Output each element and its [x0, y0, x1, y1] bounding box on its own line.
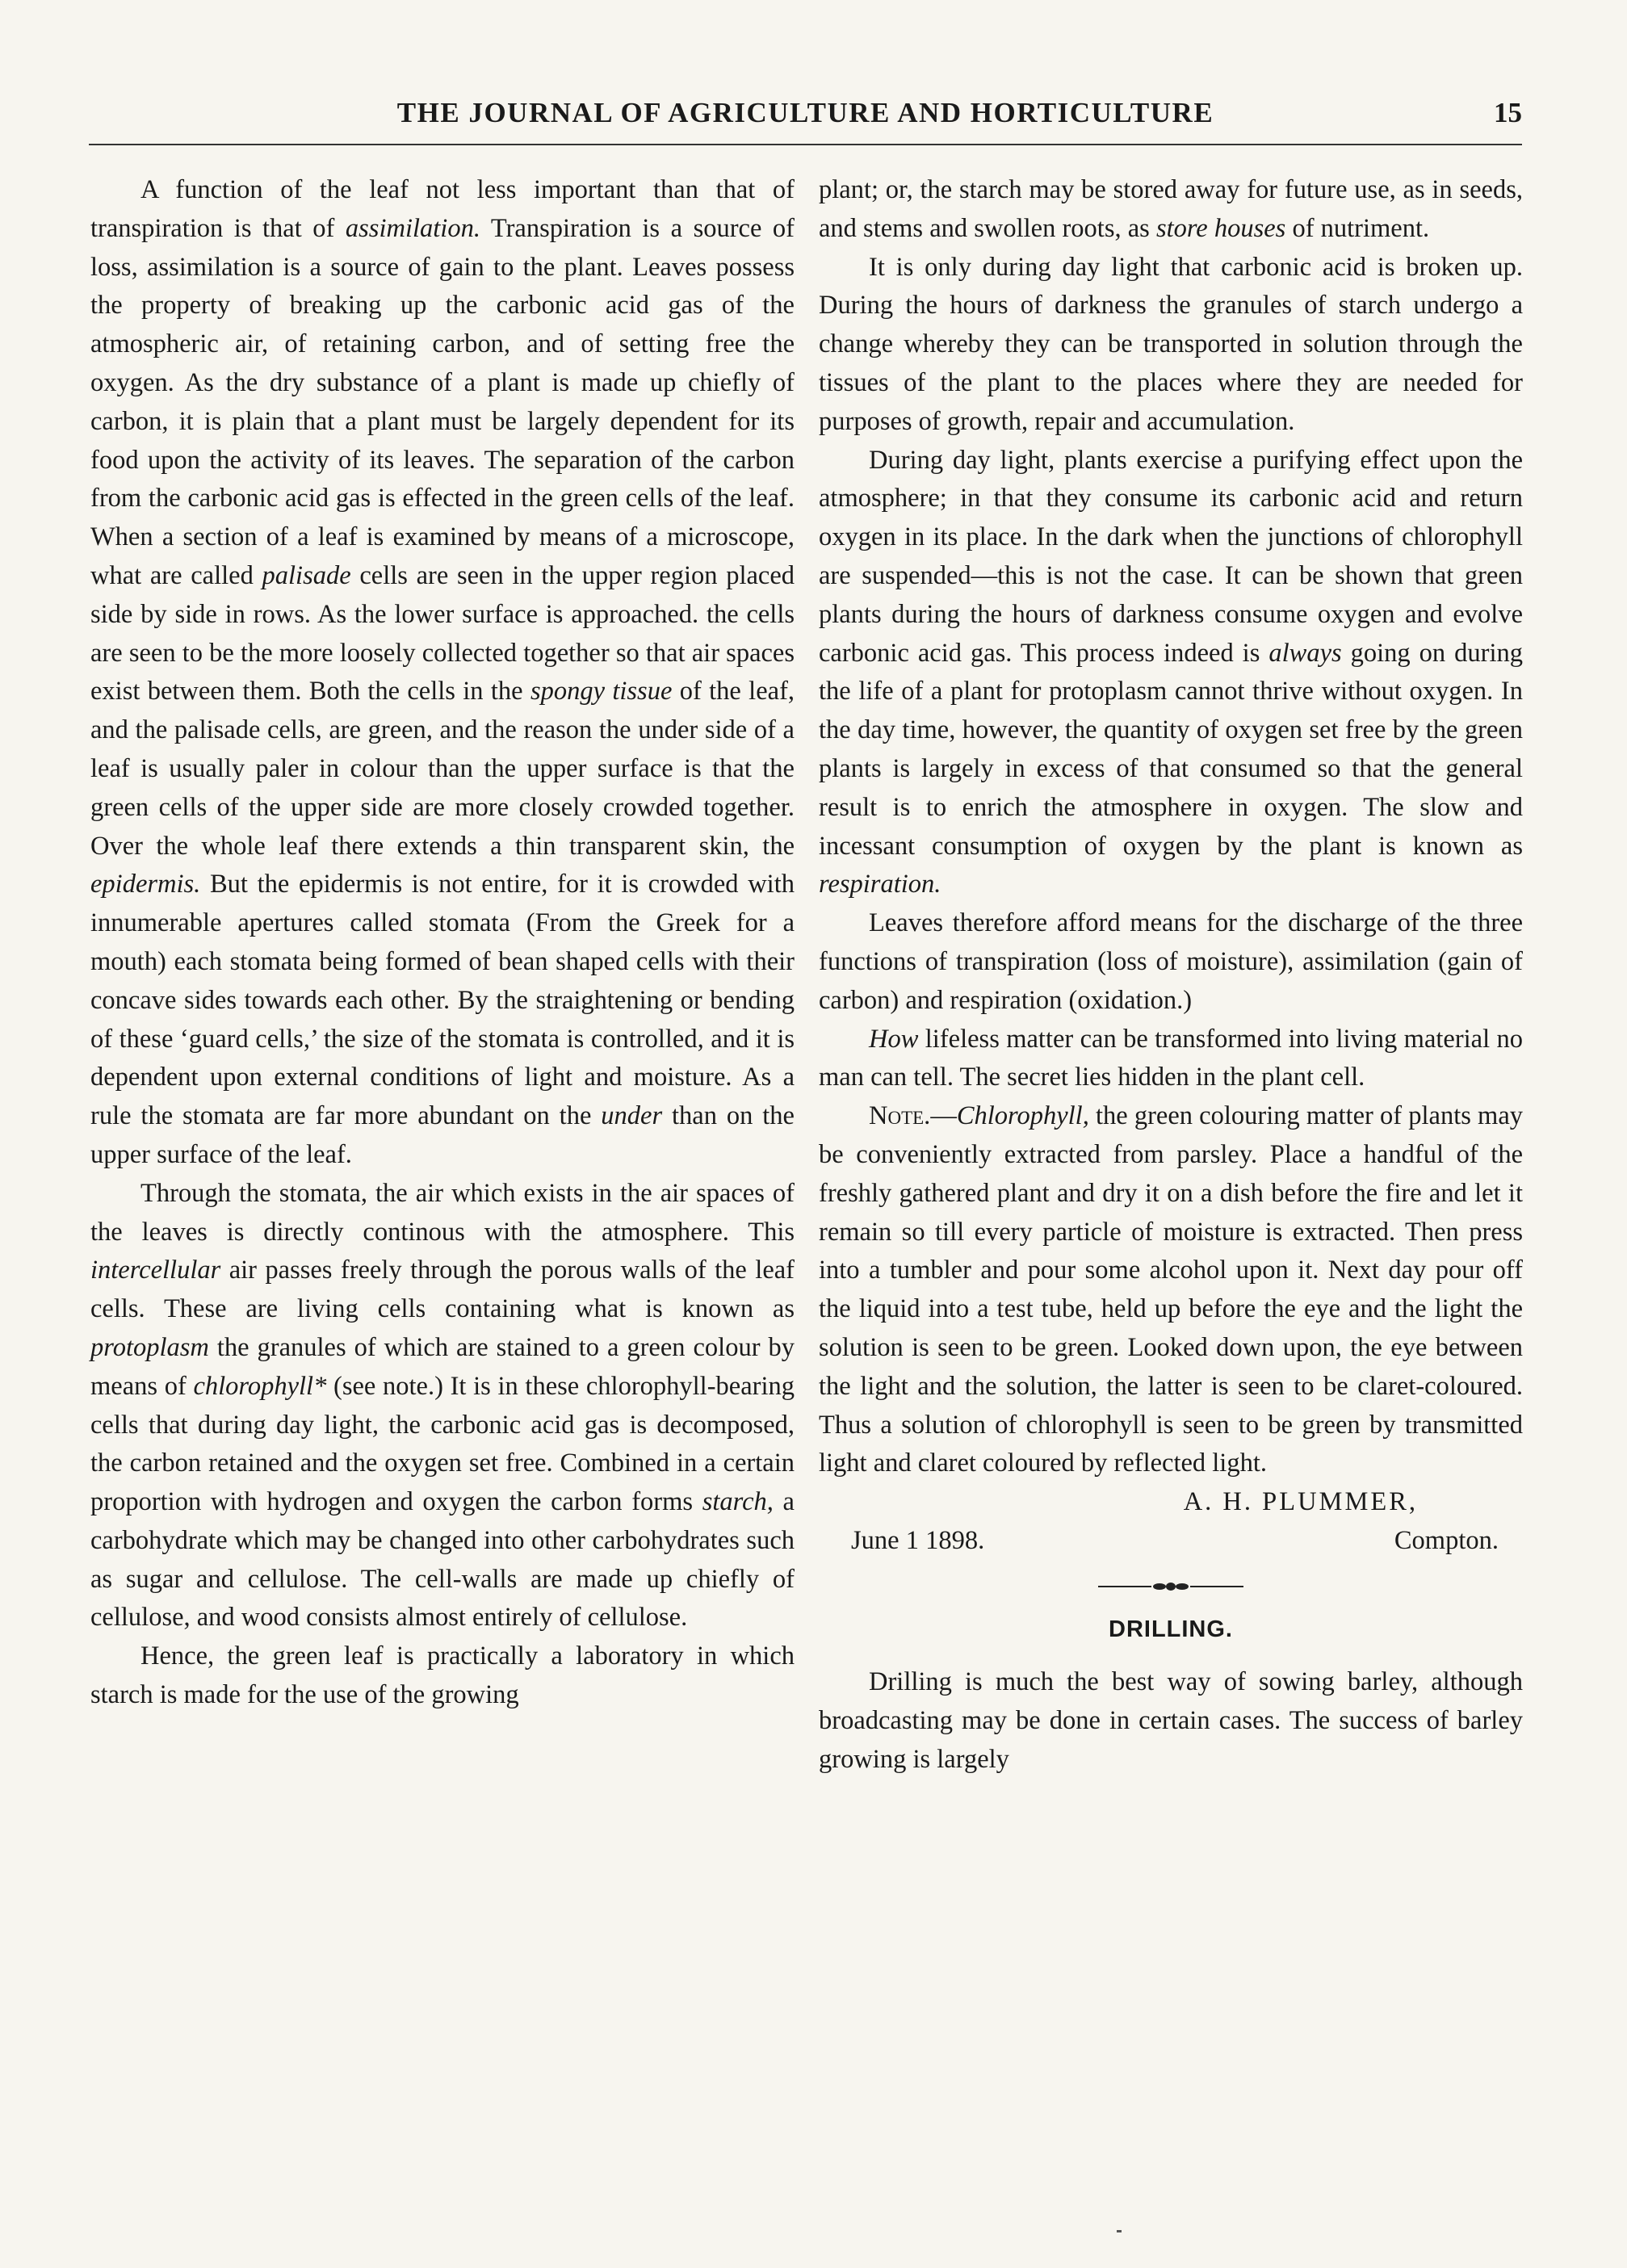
author-name: A. H. PLUMMER, — [1183, 1487, 1418, 1517]
italic-term: starch, — [702, 1487, 774, 1517]
signature-date: June 1 1898. — [851, 1525, 985, 1555]
header-rule — [89, 144, 1522, 145]
text-run: plant; or, the starch may be stored away for future use, as in seeds, and stems and swollen roots, as — [819, 175, 1523, 243]
signature-line — [819, 1522, 1523, 1561]
italic-term: palisade — [262, 560, 351, 590]
text-run: Through the stomata, the air which exists in the air spaces of the leaves is directly continous with the atmosphere. This — [90, 1178, 795, 1247]
text-run: A function of the leaf not less important than that of transpiration is that of — [90, 175, 795, 243]
italic-term: protoplasm — [90, 1332, 209, 1362]
text-run: of the leaf, and the palisade cells, are green, and the reason the under side of a leaf is usually paler in colour than the upper surface is that the green cells of the upper side are more closely crowded together. Over the whole leaf there extends a thin transparent skin, the — [90, 677, 795, 861]
section-divider-ornament — [819, 1582, 1523, 1591]
italic-term: assimilation. — [345, 213, 480, 243]
text-run: (see note.) It is in these chlorophyll-bearing cells that during day light, the carbonic acid gas is decomposed, the carbon retained and the oxygen set free. Combined in a certain proportion with hydrogen and oxygen the carbon forms — [90, 1371, 795, 1517]
text-run: — — [930, 1101, 957, 1131]
paragraph-laboratory: Hence, the green leaf is practically a laboratory in which starch is made for the use of the growing — [90, 1641, 795, 1710]
paragraph-drilling: Drilling is much the best way of sowing barley, although broadcasting may be done in certain cases. The success of barley growing is largely — [819, 1667, 1523, 1775]
text-run: the granules of which are stained to a green colour by means of — [90, 1332, 795, 1401]
text-run: air passes freely through the porous walls of the leaf cells. These are living cells containing what is known as — [90, 1256, 795, 1324]
italic-term: How — [869, 1024, 919, 1054]
italic-term: chlorophyll* — [193, 1371, 327, 1401]
divider-ornament-icon — [1098, 1582, 1243, 1591]
journal-title: THE JOURNAL OF AGRICULTURE AND HORTICULTURE — [396, 97, 1214, 128]
italic-term: spongy tissue — [530, 677, 673, 706]
text-run: During day light, plants exercise a purifying effect upon the atmosphere; in that they consume its carbonic acid and return oxygen in its place. In the dark when the junctions of chlorophyll are suspended—this is not the case. It can be shown that green plants during the hours of darkness consume oxygen and evolve carbonic acid gas. This process indeed is — [819, 445, 1523, 668]
footer-mark — [1117, 2230, 1122, 2232]
italic-term: epidermis. — [90, 870, 201, 899]
italic-term: store houses — [1155, 213, 1286, 243]
text-run: But the epidermis is not entire, for it is crowded with innumerable apertures called stomata (From the Greek for a mouth) each stomata being formed of bean shaped cells with their concave sides towards each other. By the straightening or bending of these ‘guard cells,’ the size of the stomata is controlled, and it is dependent upon external conditions of light and moisture. As a rule the stomata are far more abundant on the — [90, 870, 795, 1131]
italic-term: Chlorophyll, — [956, 1101, 1089, 1131]
text-run: going on during the life of a plant for protoplasm cannot thrive without oxygen. In the day time, however, the quantity of oxygen set free by the green plants is largely in excess of that consumed so that the general result is to enrich the atmosphere in oxygen. The slow and incessant consumption of oxygen by the plant is known as — [819, 638, 1523, 861]
paragraph-daylight: It is only during day light that carbonic acid is broken up. During the hours of darkness the granules of starch undergo a change whereby they can be transported in solution through the tissues of the plant to the places where they are needed for purposes of growth, repair and accumulation. — [819, 252, 1523, 436]
paragraph-note — [819, 1097, 1523, 1483]
italic-term: always — [1268, 638, 1342, 668]
paragraph-respiration — [819, 442, 1523, 905]
text-run: of nutriment. — [1285, 213, 1430, 243]
text-run: the green colouring matter of plants may be conveniently extracted from parsley. Place a handful of the freshly gathered plant and dry it on a dish before the fire and let it remain so till every particle of moisture is extracted. Then press into a tumbler and pour some alcohol upon it. Next day pour off the liquid into a test tube, held up before the eye and the light the solution is seen to be green. Looked down upon, the eye between the light and the solution, the latter is seen to be claret-coloured. Thus a solution of chlorophyll is seen to be green by transmitted light and claret coloured by reflected light. — [819, 1101, 1523, 1478]
paragraph-stomata — [90, 1175, 795, 1638]
paragraph-assimilation — [90, 171, 795, 1175]
paragraph-continuation — [819, 171, 1523, 249]
section-heading-drilling: DRILLING. — [1109, 1616, 1233, 1642]
italic-term: respiration. — [819, 870, 941, 899]
italic-term: under — [601, 1101, 663, 1131]
right-column — [819, 171, 1523, 1780]
left-column — [90, 171, 795, 1715]
running-head — [89, 90, 1522, 139]
page-number: 15 — [1494, 97, 1522, 128]
text-run: a carbohydrate which may be changed into other carbohydrates such as sugar and cellulose. The cell-walls are made up chiefly of cellulose, and wood consists almost entirely of cellulose. — [90, 1487, 795, 1633]
text-run: than on the upper surface of the leaf. — [90, 1101, 795, 1169]
signature-place: Compton. — [1394, 1525, 1499, 1555]
text-run: lifeless matter can be transformed into living material no man can tell. The secret lies hidden in the plant cell. — [819, 1024, 1523, 1092]
italic-term: intercellular — [90, 1256, 221, 1285]
text-run: cells are seen in the upper region placed side by side in rows. As the lower surface is approached. the cells are seen to be the more loosely collected together so that air spaces exist between them. Both the cells in the — [90, 560, 795, 706]
paragraph-secret — [819, 1021, 1523, 1098]
note-label: Note. — [869, 1101, 931, 1131]
text-run: Transpiration is a source of loss, assimilation is a source of gain to the plant. Leaves possess the property of breaking up the carbonic acid gas of the atmospheric air, of retaining carbon, and of setting free the oxygen. As the dry substance of a plant is made up chiefly of carbon, it is plain that a plant must be largely dependent for its food upon the activity of its leaves. The separation of the carbon from the carbonic acid gas is effected in the green cells of the leaf. When a section of a leaf is examined by means of a microscope, what are called — [90, 213, 795, 590]
paragraph-functions: Leaves therefore afford means for the discharge of the three functions of transpiration (loss of moisture), assimilation (gain of carbon) and respiration (oxidation.) — [819, 908, 1523, 1015]
